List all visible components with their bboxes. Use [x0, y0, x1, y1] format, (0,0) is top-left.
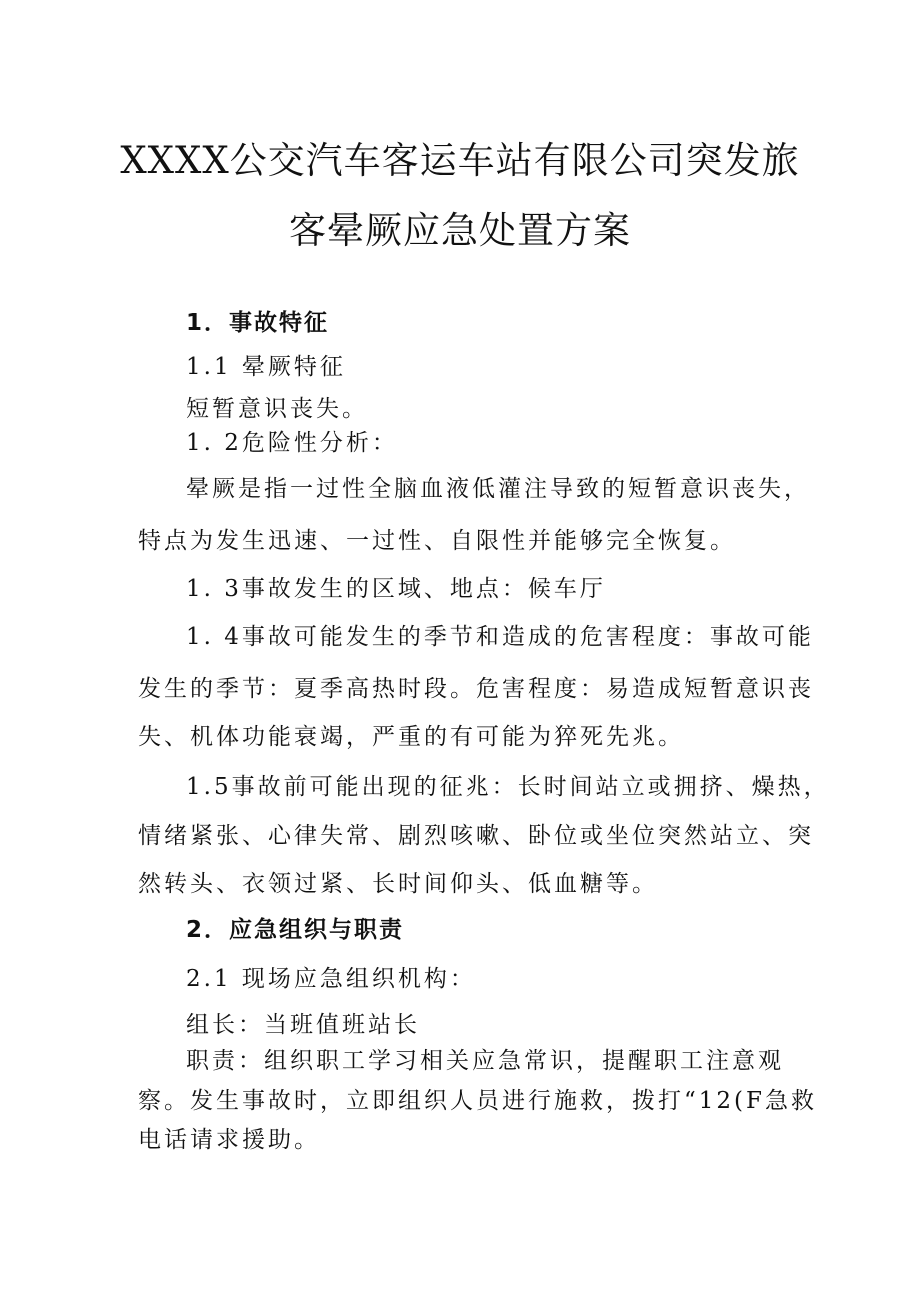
- document-title-line-2: 客晕厥应急处置方案: [289, 209, 631, 252]
- paragraph-line: 然转头、衣领过紧、长时间仰头、低血糖等。: [138, 871, 658, 897]
- paragraph-line: 情绪紧张、心律失常、剧烈咳嗽、卧位或坐位突然站立、突: [138, 823, 814, 849]
- paragraph-line: 职责：组织职工学习相关应急常识，提醒职工注意观: [186, 1048, 784, 1074]
- subsection-heading-1-4: 1. 4事故可能发生的季节和造成的危害程度：事故可能: [186, 624, 814, 650]
- section-heading-2: 2．应急组织与职责: [186, 917, 405, 943]
- section-heading-1: 1．事故特征: [186, 310, 330, 336]
- document-title-line-1: XXXX公交汽车客运车站有限公司突发旅: [120, 139, 800, 182]
- paragraph-line: 发生的季节：夏季高热时段。危害程度：易造成短暂意识丧: [138, 676, 814, 702]
- paragraph-line: 短暂意识丧失。: [186, 396, 368, 422]
- paragraph-line: 失、机体功能衰竭，严重的有可能为猝死先兆。: [138, 724, 684, 750]
- paragraph-line: 察。发生事故时，立即组织人员进行施救，拨打“12(F急救: [138, 1088, 817, 1114]
- paragraph-line: 特点为发生迅速、一过性、自限性并能够完全恢复。: [138, 528, 736, 554]
- subsection-heading-2-1: 2.1 现场应急组织机构：: [186, 966, 476, 992]
- paragraph-line: 组长：当班值班站长: [186, 1012, 420, 1038]
- subsection-heading-1-2: 1. 2危险性分析：: [186, 430, 398, 456]
- subsection-heading-1-5: 1.5事故前可能出现的征兆：长时间站立或拥挤、燥热，: [186, 774, 830, 800]
- subsection-heading-1-3: 1. 3事故发生的区域、地点：候车厅: [186, 576, 606, 602]
- paragraph-line: 晕厥是指一过性全脑血液低灌注导致的短暂意识丧失，: [186, 476, 810, 502]
- paragraph-line: 电话请求援助。: [138, 1127, 320, 1153]
- subsection-heading-1-1: 1.1 晕厥特征: [186, 354, 346, 380]
